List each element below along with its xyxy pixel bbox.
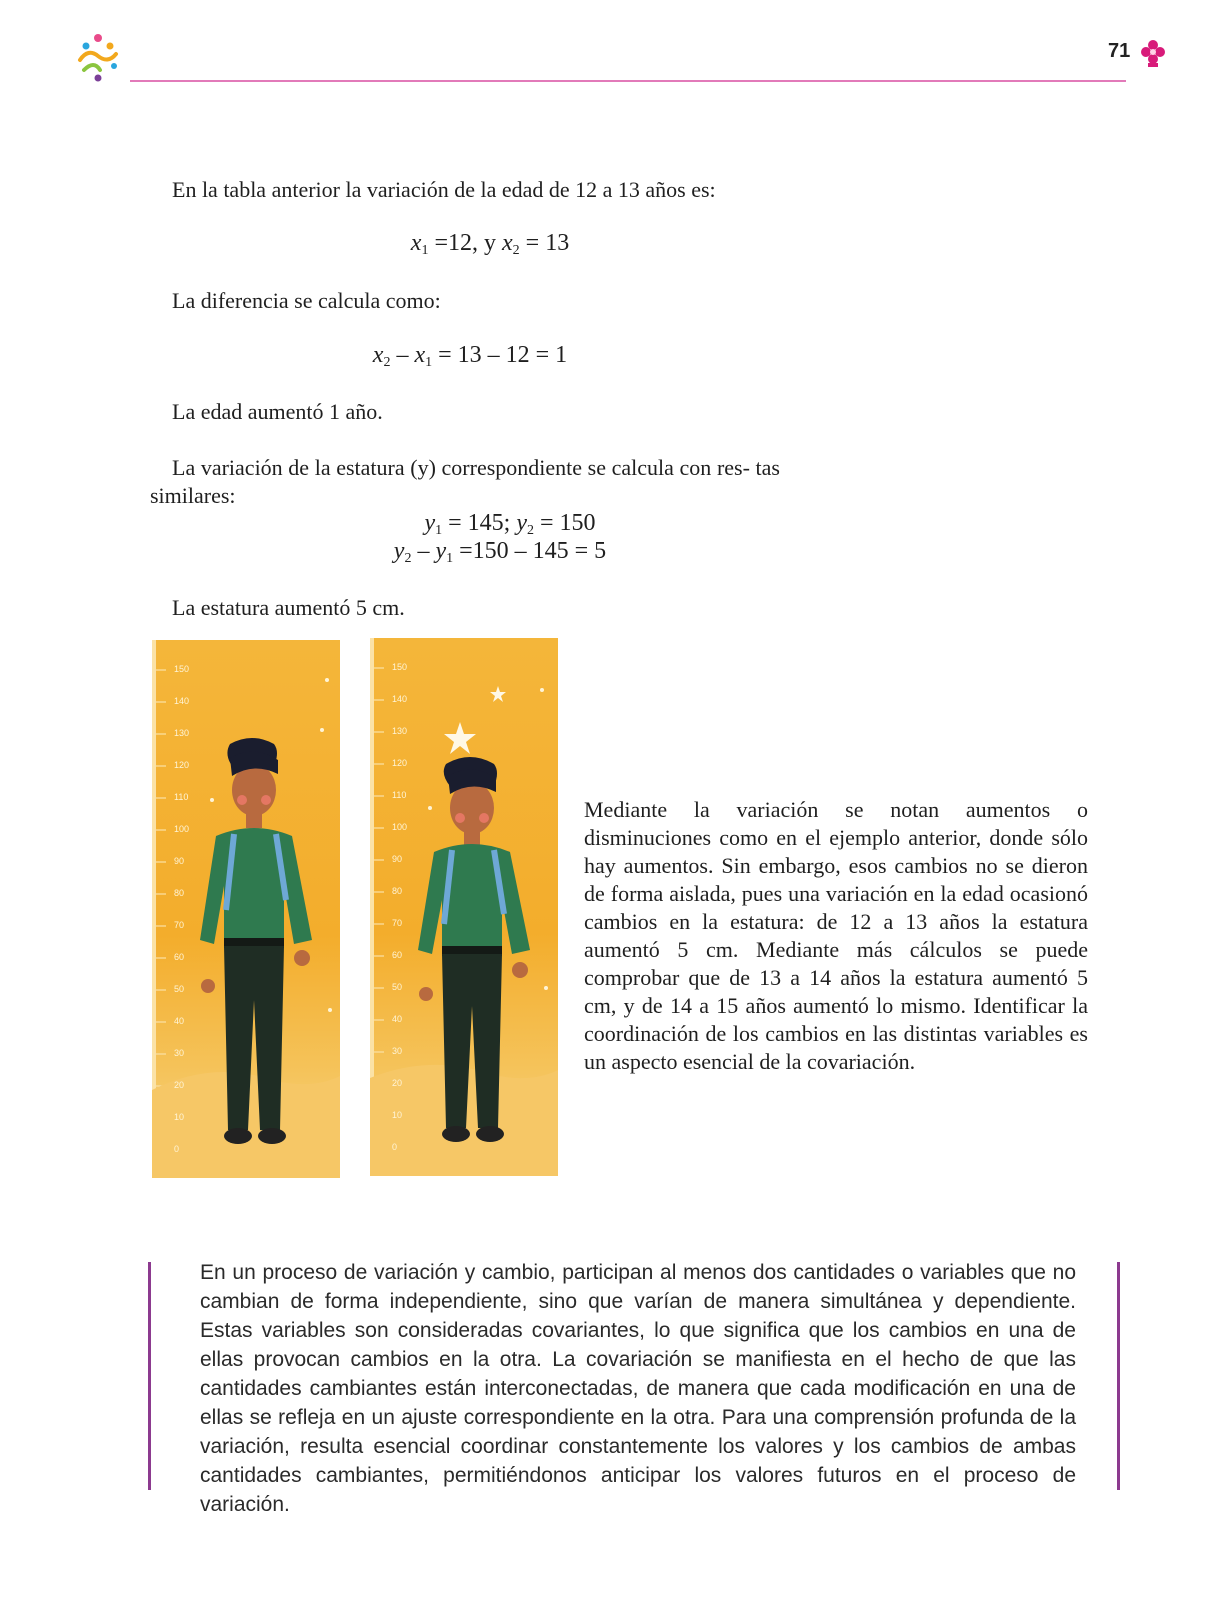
ruler-label: 150	[392, 662, 408, 672]
ruler-label: 120	[174, 760, 190, 770]
ruler-label: 90	[392, 854, 403, 864]
ruler-label: 110	[174, 792, 189, 802]
ruler-label: 70	[392, 918, 403, 928]
height-chart-illustration	[370, 638, 558, 1176]
paragraph-age-increase: La edad aumentó 1 año.	[172, 399, 383, 424]
equation-x-values: $x_1 =12$, y $x_2 = 13$	[410, 230, 570, 258]
paragraph-intro: En la tabla anterior la variación de la edad de 12 a 13 años es:	[172, 177, 716, 202]
ruler-label: 120	[392, 758, 408, 768]
paragraph-height-increase: La estatura aumentó 5 cm.	[172, 595, 405, 620]
paragraph-covariation-explanation: Mediante la variación se notan aumentos o disminuciones como en el ejemplo anterior, donde sólo hay aumentos. Sin embargo, esos cambios no se dieron de forma aislada, pues una variación en la edad ocasionó cambios en la estatura: de 12 a 13 años la estatura aumentó 5 cm. Mediante más cálculos se puede comprobar que de 13 a 14 años la estatura aumentó 5 cm, y de 14 a 15 años aumentó lo mismo. Identificar la coordinación de los cambios en las distintas variables es un aspecto esencial de la covariación.	[584, 797, 1088, 1074]
ruler-label: 100	[392, 822, 408, 832]
ruler-label: 130	[392, 726, 408, 736]
height-chart-panel-age-12	[152, 640, 340, 1178]
book-logo-icon	[70, 30, 126, 86]
ruler-label: 0	[174, 1144, 180, 1154]
ruler-label: 80	[174, 888, 185, 898]
height-chart-panel-age-13	[370, 638, 558, 1176]
ruler-label: 50	[174, 984, 185, 994]
ruler-label: 140	[392, 694, 408, 704]
ruler-label: 110	[392, 790, 407, 800]
ruler-label: 40	[392, 1014, 403, 1024]
paragraph-difference: La diferencia se calcula como:	[172, 288, 441, 313]
ruler-label: 150	[174, 664, 190, 674]
paragraph-height-variation: La variación de la estatura (y) correspondiente se calcula con res- tas similares:	[150, 455, 780, 508]
height-chart-illustration	[152, 640, 340, 1178]
ruler-label: 140	[174, 696, 190, 706]
ruler-label: 70	[174, 920, 185, 930]
ruler-label: 90	[174, 856, 185, 866]
ruler-label: 0	[392, 1142, 398, 1152]
ruler-label: 20	[174, 1080, 185, 1090]
equation-y-difference: $y_2 - y_1 =150 - 145 = 5$	[393, 538, 607, 566]
ruler-label: 130	[174, 728, 190, 738]
ruler-label: 10	[174, 1112, 185, 1122]
page-number: 71	[1108, 40, 1131, 62]
covariation-definition-box: En un proceso de variación y cambio, participan al menos dos cantidades o variables que no cambian de forma independiente, sino que varían de manera simultánea y dependiente. Estas variables son consideradas covariantes, lo que significa que los cambios en una de ellas provocan cambios en la otra. La covariación se manifiesta en el hecho de que las cantidades cambiantes están interconectadas, de manera que cada modificación en una de ellas se refleja en un ajuste correspondiente en la otra. Para una comprensión profunda de la variación, resulta esencial coordinar constantemente los valores y los cambios de ambas cantidades cambiantes, permitiéndonos anticipar los valores futuros en el proceso de variación.	[200, 1261, 1076, 1516]
ruler-label: 30	[392, 1046, 403, 1056]
equation-x-difference: $x_2 - x_1 = 13 - 12 = 1$	[372, 342, 568, 370]
ruler-label: 30	[174, 1048, 185, 1058]
ruler-label: 100	[174, 824, 190, 834]
header-rule	[130, 80, 1126, 82]
box-left-bar	[148, 1262, 151, 1490]
box-right-bar	[1117, 1262, 1120, 1490]
ruler-label: 60	[174, 952, 185, 962]
ruler-label: 40	[174, 1016, 185, 1026]
ruler-label: 60	[392, 950, 403, 960]
ruler-label: 20	[392, 1078, 403, 1088]
ruler-label: 80	[392, 886, 403, 896]
ruler-label: 10	[392, 1110, 403, 1120]
ruler-label: 50	[392, 982, 403, 992]
equation-y-values: $y_1 = 145$; $y_2 = 150$	[424, 510, 596, 538]
flower-ornament-icon	[1140, 38, 1166, 68]
